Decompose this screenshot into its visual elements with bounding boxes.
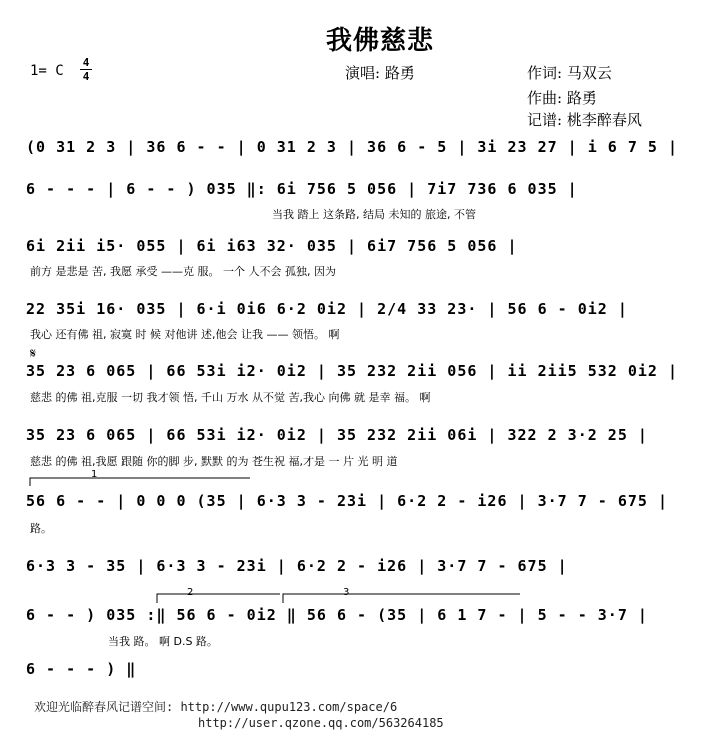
score-row-4: 22 35i 16· 035 | 6·i 0i6 6·2 0i2 | 2/4 33 23· | 56 6 - 0i2 | [26, 300, 628, 318]
volta-1-bracket [30, 478, 250, 486]
score-row-10: 6 - - - ) ‖ [26, 660, 137, 678]
volta-2-number: 2 [187, 587, 194, 598]
lyrics-row-9: 当我 路。 啊 D.S 路。 [108, 635, 218, 648]
lyrics-row-3: 前方 是悲是 苦, 我愿 承受 ——克 服。 一个 人不会 孤独, 因为 [30, 265, 336, 278]
volta-3-number: 3 [343, 587, 350, 598]
score-row-2: 6 - - - | 6 - - ) 035 ‖: 6i 756 5 056 | 7i7 736 6 035 | [26, 180, 578, 198]
lyrics-row-2: 当我 踏上 这条路, 结局 未知的 旅途, 不管 [272, 208, 476, 221]
footer-link-2[interactable]: http://user.qzone.qq.com/563264185 [198, 716, 444, 730]
lyrics-row-4: 我心 还有佛 祖, 寂寞 时 候 对他讲 述,他会 让我 —— 领悟。 啊 [30, 328, 340, 341]
score-row-1: (0 31 2 3 | 36 6 - - | 0 31 2 3 | 36 6 - 5 | 3i 23 27 | i 6 7 5 | [26, 138, 678, 156]
meter-top: 4 [82, 56, 90, 69]
volta-1-number: 1 [91, 469, 98, 480]
segno-sign: 𝄋 [30, 346, 37, 362]
score-row-6: 35 23 6 065 | 66 53i i2· 0i2 | 35 232 2ii 06i | 322 2 3·2 25 | [26, 426, 648, 444]
score-row-3: 6i 2ii i5· 055 | 6i i63 32· 035 | 6i7 756 5 056 | [26, 237, 518, 255]
lyrics-row-5: 慈悲 的佛 祖,克服 一切 我才领 悟, 千山 万水 从不觉 苦,我心 向佛 就 是幸 福。 啊 [30, 391, 431, 404]
lyrics-row-7: 路。 [30, 522, 52, 535]
lyrics-row-6: 慈悲 的佛 祖,我愿 跟随 你的脚 步, 默默 的为 苍生祝 福,才是 一 片 光 明 道 [30, 455, 398, 468]
volta-3-bracket [283, 594, 520, 603]
score-row-9: 6 - - ) 035 :‖ 56 6 - 0i2 ‖ 56 6 - (35 | 6 1 7 - | 5 - - 3·7 | [26, 606, 648, 624]
volta-2-bracket [157, 594, 280, 603]
composer-credit: 作曲: 路勇 [527, 89, 597, 107]
transcriber-credit: 记谱: 桃李醉春风 [527, 111, 642, 129]
key-signature: 1= C [30, 63, 64, 79]
score-row-8: 6·3 3 - 35 | 6·3 3 - 23i | 6·2 2 - i26 | 3·7 7 - 675 | [26, 557, 568, 575]
lyricist-credit: 作词: 马双云 [527, 64, 612, 82]
footer-link-1[interactable]: 欢迎光临醉春风记谱空间: http://www.qupu123.com/space/6 [34, 700, 398, 714]
score-row-5: 35 23 6 065 | 66 53i i2· 0i2 | 35 232 2ii 056 | ii 2ii5 532 0i2 | [26, 362, 678, 380]
song-title: 我佛慈悲 [326, 26, 435, 56]
singer-credit: 演唱: 路勇 [345, 64, 415, 82]
score-row-7: 56 6 - - | 0 0 0 (35 | 6·3 3 - 23i | 6·2 2 - i26 | 3·7 7 - 675 | [26, 492, 668, 510]
meter-bottom: 4 [82, 70, 90, 83]
